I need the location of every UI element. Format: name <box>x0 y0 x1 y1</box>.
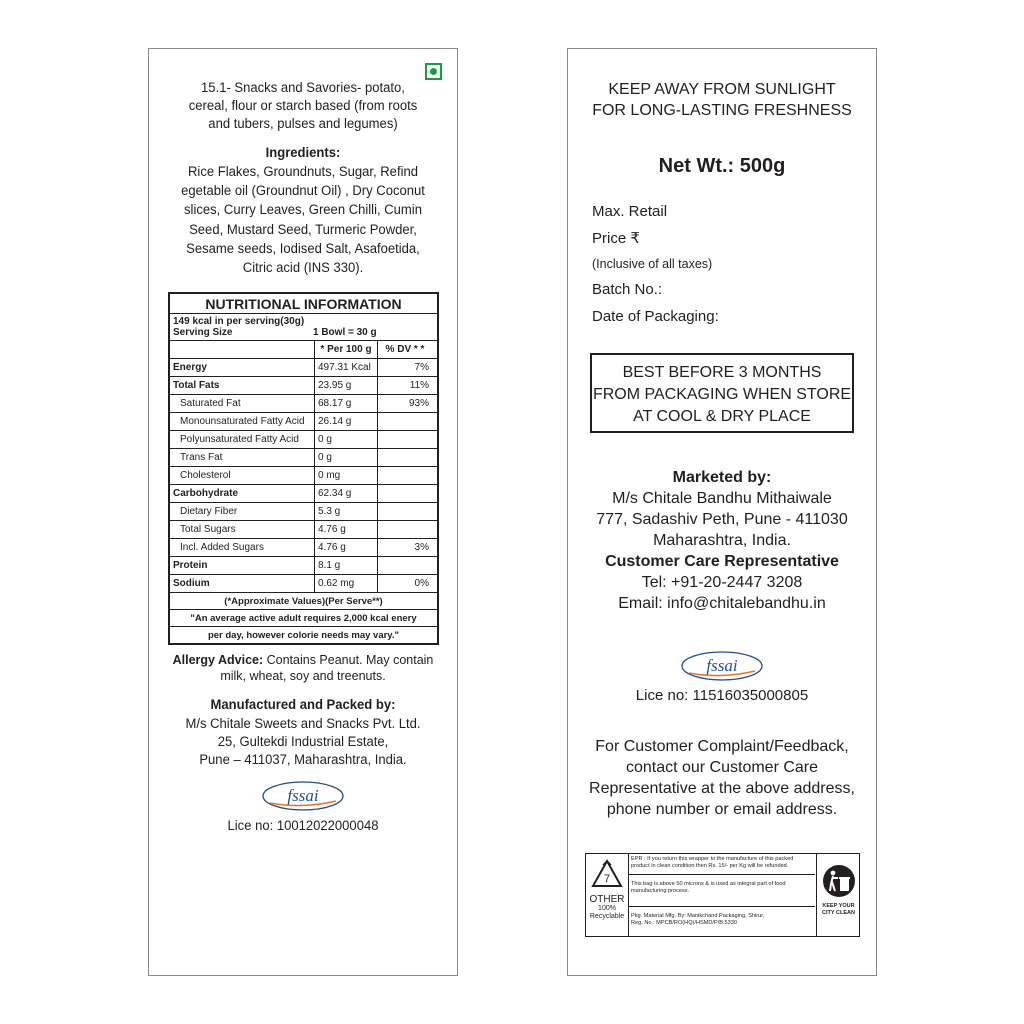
nutrient-value: 4.76 g <box>315 539 378 557</box>
nutrient-name: Energy <box>170 359 315 377</box>
nutrition-row <box>170 449 438 467</box>
allergy-label: Allergy Advice: <box>172 653 264 667</box>
complaint-notice <box>568 736 876 820</box>
epr-micron-note <box>629 875 815 907</box>
manufacturer-address <box>161 715 444 769</box>
best-before-box <box>590 353 854 433</box>
per-100g-header: * Per 100 g <box>315 341 378 359</box>
epr-text-line: Pkg. Material Mfg. By: Manikchand Packaging, Shirur, <box>631 913 765 919</box>
nutrient-name: Total Fats <box>170 377 315 395</box>
nutrient-dv: 11% <box>378 377 438 395</box>
nutrient-value: 0 g <box>315 449 378 467</box>
nutrient-value: 8.1 g <box>315 557 378 575</box>
ingredients-list <box>161 163 444 278</box>
nutrient-name: Carbohydrate <box>170 485 315 503</box>
nutrient-name: Polyunsaturated Fatty Acid <box>170 431 315 449</box>
adult-requirement-note: "An average active adult requires 2,000 kcal enery <box>170 610 438 627</box>
ingredients-heading: Ingredients: <box>265 145 341 161</box>
nutrient-dv <box>378 485 438 503</box>
price-label: Price ₹ <box>592 230 640 247</box>
kcal-per-serving: 149 kcal in per serving(30g) <box>173 316 305 327</box>
address-line: M/s Chitale Bandhu Mithaiwale <box>612 490 832 507</box>
customer-care-email: Email: info@chitalebandhu.in <box>618 595 826 612</box>
nutrient-dv: 7% <box>378 359 438 377</box>
nutrient-value: 0 g <box>315 431 378 449</box>
nutrition-table <box>168 292 439 645</box>
nutrient-value: 26.14 g <box>315 413 378 431</box>
epr-text-line: manufacturing process. <box>631 888 690 894</box>
veg-mark-icon <box>425 63 442 80</box>
food-category <box>161 79 444 133</box>
recycle-triangle-icon <box>590 858 624 890</box>
address-line: M/s Chitale Sweets and Snacks Pvt. Ltd. <box>185 716 421 732</box>
taxes-note: (Inclusive of all taxes) <box>592 257 713 271</box>
dv-header: % DV * * <box>378 341 438 359</box>
epr-text-line: Reg. No.: MPCB/RO(HQ)/HSMD/P/B:5330 <box>631 920 737 926</box>
back-label-right-panel <box>567 48 877 976</box>
nutrient-value: 0.62 mg <box>315 575 378 593</box>
nutrient-value: 62.34 g <box>315 485 378 503</box>
adult-requirement-note: per day, however colorie needs may vary." <box>170 627 438 644</box>
epr-box <box>585 853 860 937</box>
nutrition-rows <box>170 359 438 593</box>
nutrient-name: Trans Fat <box>170 449 315 467</box>
back-label-left-panel <box>148 48 458 976</box>
nutrient-name: Monounsaturated Fatty Acid <box>170 413 315 431</box>
epr-text-line: This bag is above 50 microns & is used as integral part of food <box>631 881 786 887</box>
best-before-line: BEST BEFORE 3 MONTHS <box>622 364 822 381</box>
nutrition-row <box>170 395 438 413</box>
nutrient-value: 5.3 g <box>315 503 378 521</box>
nutrition-row <box>170 503 438 521</box>
tidyman-bin-icon <box>822 864 856 898</box>
nutrient-name: Protein <box>170 557 315 575</box>
nutrient-name: Dietary Fiber <box>170 503 315 521</box>
allergy-advice <box>149 652 457 684</box>
nutrient-dv <box>378 467 438 485</box>
ingredients-line: Sesame seeds, Iodised Salt, Asafoetida, <box>186 240 420 257</box>
nutrition-row <box>170 557 438 575</box>
nutrient-value: 0 mg <box>315 467 378 485</box>
address-line: Pune – 411037, Maharashtra, India. <box>199 752 407 768</box>
nutrition-row <box>170 431 438 449</box>
bin-section <box>816 854 860 936</box>
serving-info <box>170 314 438 341</box>
recycle-sub-label: Recyclable <box>589 913 625 920</box>
nutrient-dv <box>378 503 438 521</box>
recycle-code: 7 <box>603 873 611 885</box>
complaint-line: For Customer Complaint/Feedback, <box>595 738 849 755</box>
manufacturer-heading: Manufactured and Packed by: <box>210 697 396 713</box>
net-weight: Net Wt.: 500g <box>658 155 786 177</box>
fssai-logo-text: fssai <box>706 656 738 675</box>
warning-line: KEEP AWAY FROM SUNLIGHT <box>608 81 836 98</box>
epr-refund-note <box>629 854 815 875</box>
recycle-section <box>586 854 629 936</box>
epr-text-line: product in clean condition then Rs. 15/- per Kg will be refunded. <box>631 863 789 869</box>
customer-care-phone: Tel: +91-20-2447 3208 <box>641 574 803 591</box>
nutrition-row <box>170 467 438 485</box>
fssai-logo-text: fssai <box>287 786 319 805</box>
complaint-line: contact our Customer Care <box>625 759 819 776</box>
address-line: 777, Sadashiv Peth, Pune - 411030 <box>596 511 848 528</box>
ingredients-line: slices, Curry Leaves, Green Chilli, Cumin <box>184 202 422 219</box>
nutrition-row <box>170 485 438 503</box>
allergy-text: milk, wheat, soy and treenuts. <box>220 669 386 683</box>
address-line: Maharashtra, India. <box>653 532 791 549</box>
batch-number-label: Batch No.: <box>592 281 663 298</box>
nutrient-dv <box>378 413 438 431</box>
complaint-line: Representative at the above address, <box>589 780 855 797</box>
category-line: cereal, flour or starch based (from roots <box>188 98 418 114</box>
nutrient-name: Cholesterol <box>170 467 315 485</box>
recycle-percent: 100% <box>598 905 616 912</box>
nutrient-value: 4.76 g <box>315 521 378 539</box>
marketer-address <box>568 488 876 551</box>
category-line: 15.1- Snacks and Savories- potato, <box>201 80 405 96</box>
serving-size-label: Serving Size <box>173 327 233 338</box>
nutrient-value: 23.95 g <box>315 377 378 395</box>
sunlight-warning <box>568 79 876 121</box>
serving-size-value: 1 Bowl = 30 g <box>313 327 377 338</box>
epr-text-section <box>629 854 815 936</box>
address-line: 25, Gultekdi Industrial Estate, <box>217 734 389 750</box>
epr-material-note <box>629 907 815 933</box>
fssai-licence: Lice no: 11516035000805 <box>635 687 809 704</box>
nutrient-dv <box>378 431 438 449</box>
nutrition-row <box>170 413 438 431</box>
complaint-line: phone number or email address. <box>606 801 838 818</box>
nutrient-dv: 3% <box>378 539 438 557</box>
nutrition-row <box>170 539 438 557</box>
ingredients-line: Citric acid (INS 330). <box>242 260 364 277</box>
best-before-line: FROM PACKAGING WHEN STORE <box>592 386 852 403</box>
nutrient-dv: 93% <box>378 395 438 413</box>
bin-label: CITY CLEAN <box>822 910 855 916</box>
best-before-line: AT COOL & DRY PLACE <box>633 408 811 425</box>
nutrient-value: 497.31 Kcal <box>315 359 378 377</box>
nutrient-name: Saturated Fat <box>170 395 315 413</box>
packaging-date-label: Date of Packaging: <box>592 308 719 325</box>
approx-values-note: (*Approximate Values)(Per Serve**) <box>170 593 438 610</box>
nutrient-dv <box>378 557 438 575</box>
nutrition-row <box>170 377 438 395</box>
nutrient-value: 68.17 g <box>315 395 378 413</box>
recycle-label: OTHER <box>589 894 625 905</box>
epr-text-line: EPR : If you return this wrapper to the manufacture of this packed <box>631 856 794 862</box>
ingredients-line: Seed, Mustard Seed, Turmeric Powder, <box>189 221 417 238</box>
nutrient-dv <box>378 449 438 467</box>
fssai-logo-icon <box>679 649 765 683</box>
nutrition-row <box>170 359 438 377</box>
marketed-by-heading: Marketed by: <box>672 469 772 486</box>
nutrient-dv: 0% <box>378 575 438 593</box>
fssai-licence: Lice no: 10012022000048 <box>227 818 379 834</box>
nutrient-dv <box>378 521 438 539</box>
warning-line: FOR LONG-LASTING FRESHNESS <box>592 102 852 119</box>
ingredients-line: egetable oil (Groundnut Oil) , Dry Coconut <box>181 183 425 200</box>
nutrient-name: Total Sugars <box>170 521 315 539</box>
nutrition-title: NUTRITIONAL INFORMATION <box>170 294 438 314</box>
allergy-text: Contains Peanut. May contain <box>263 653 434 667</box>
nutrient-name: Incl. Added Sugars <box>170 539 315 557</box>
nutrition-row <box>170 521 438 539</box>
bin-label: KEEP YOUR <box>822 903 855 909</box>
fssai-logo-icon <box>260 779 346 813</box>
ingredients-line: Rice Flakes, Groundnuts, Sugar, Refind <box>188 164 418 180</box>
nutrition-row <box>170 575 438 593</box>
category-line: and tubers, pulses and legumes) <box>208 116 398 132</box>
customer-care-heading: Customer Care Representative <box>605 553 839 570</box>
mrp-label: Max. Retail <box>592 203 668 220</box>
nutrient-name: Sodium <box>170 575 315 593</box>
nutrient-header-blank <box>170 341 315 359</box>
